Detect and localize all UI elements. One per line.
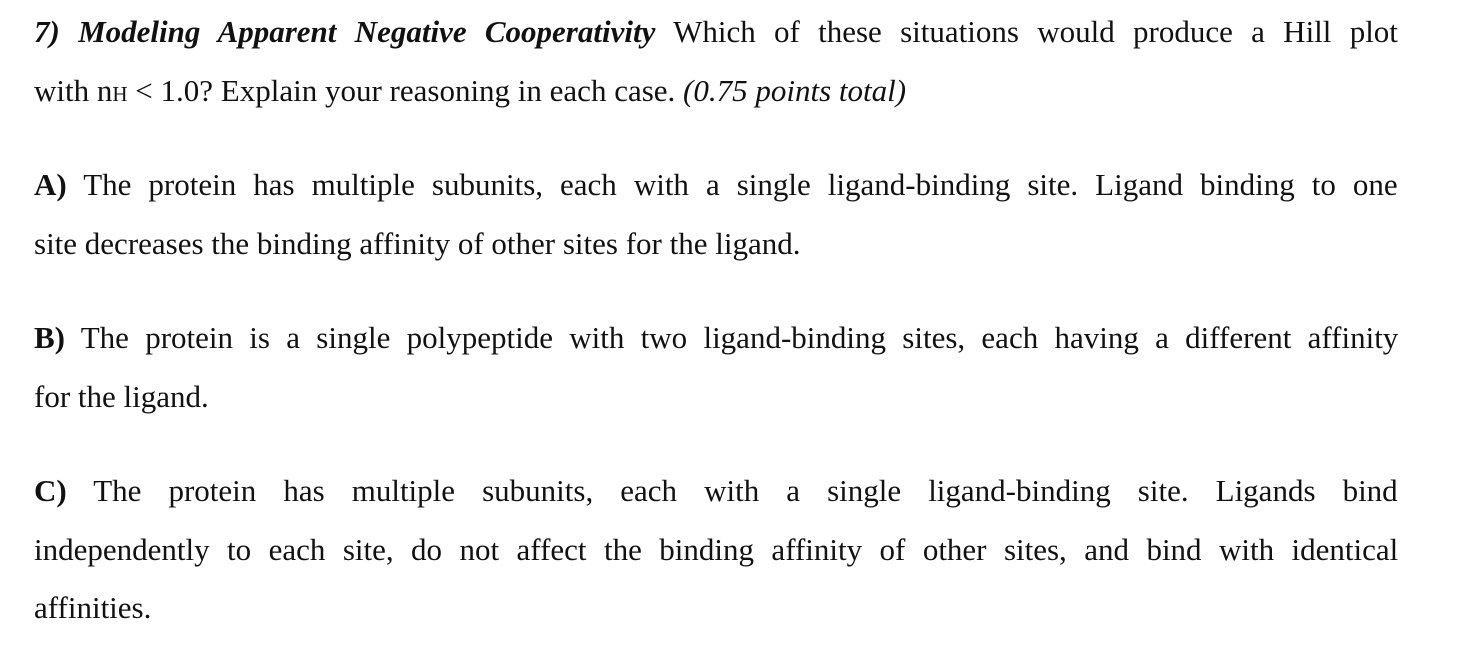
question-prompt-mid: < 1.0? Explain your reasoning in each case. [127,73,684,108]
option-c-line-1 [34,471,1398,511]
question-prompt: Which of these situations would produce a Hill plot [655,14,1398,49]
option-a-line-1 [34,165,1398,205]
question-prompt-cont: with n [34,73,113,108]
option-a-text-1: The protein has multiple subunits, each with a single ligand-binding site. Ligand binding to one [83,167,1398,202]
option-b-text-1: The protein is a single polypeptide with two ligand-binding sites, each having a different affinity [80,320,1399,355]
option-b-text-2: for the ligand. [34,379,209,414]
question-line-2 [34,71,1398,114]
option-b-line-2 [34,377,1398,417]
option-c-line-2 [34,530,1398,570]
option-c-text-2: independently to each site, do not affect the binding affinity of other sites, and bind with identical [34,532,1399,567]
option-a-label: A) [34,167,67,202]
option-c-label: C) [34,473,67,508]
option-b-line-1 [34,318,1398,358]
option-b-label: B) [34,320,65,355]
option-c-text-1: The protein has multiple subunits, each with a single ligand-binding site. Ligands bind [93,473,1398,508]
question-line-1 [34,12,1398,52]
points-note: (0.75 points total) [683,73,907,108]
option-c-text-3: affinities. [34,590,152,625]
question-title: 7) Modeling Apparent Negative Cooperativity [34,14,656,49]
option-a-text-2: site decreases the binding affinity of other sites for the ligand. [34,226,801,261]
option-a-line-2 [34,224,1398,264]
option-c-line-3 [34,588,1398,628]
hill-subscript: H [112,82,128,106]
